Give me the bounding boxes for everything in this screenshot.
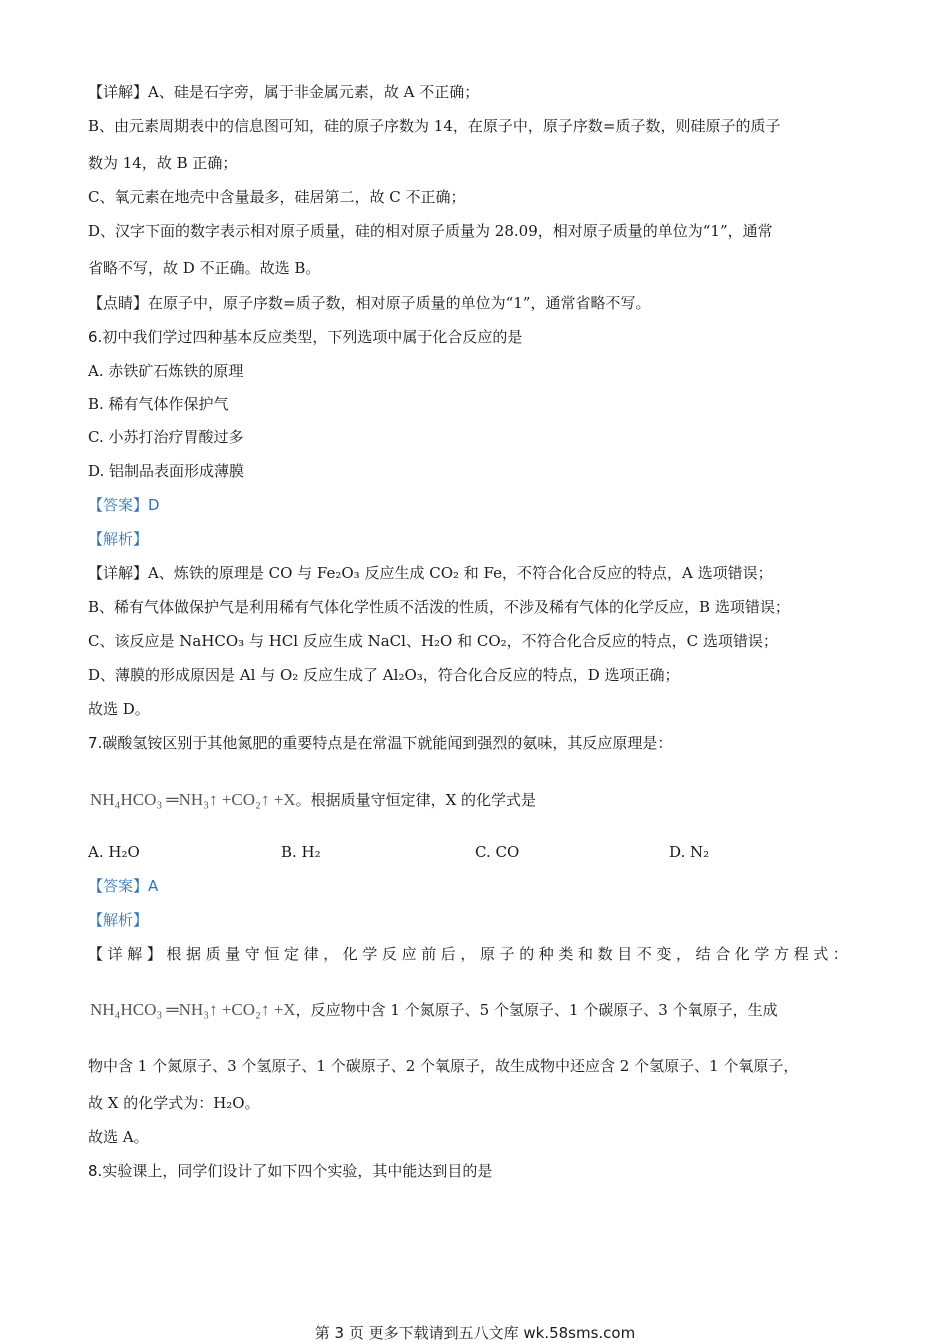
q6-option-a: A. 赤铁矿石炼铁的原理 <box>88 362 244 380</box>
q6-answer-value: D <box>148 496 160 514</box>
q7-equation: NH₄HCO₃ ═NH₃↑ +CO₂↑ +X <box>90 790 296 809</box>
q6-stem <box>88 327 522 347</box>
q6-option-b: B. 稀有气体作保护气 <box>88 395 229 413</box>
q5-detail-c: C、氧元素在地壳中含量最多，硅居第二，故 C 不正确； <box>88 188 466 206</box>
q7-option-c: C. CO <box>475 843 520 861</box>
q5-comment: 【点睛】在原子中，原子序数=质子数，相对原子质量的单位为“1”，通常省略不写。 <box>88 294 651 312</box>
q7-stem <box>88 733 672 753</box>
q6-conclusion: 故选 D。 <box>88 700 150 718</box>
q7-equation-line-2 <box>90 1000 778 1020</box>
q7-stem-text: 碳酸氢铵区别于其他氮肥的重要特点是在常温下就能闻到强烈的氨味，其反应原理是： <box>102 734 673 752</box>
q8-number: 8. <box>88 1162 103 1180</box>
q7-conclusion: 故选 A。 <box>88 1128 149 1146</box>
q6-stem-text: 初中我们学过四种基本反应类型，下列选项中属于化合反应的是 <box>102 328 523 346</box>
q7-equation-tail: 。根据质量守恒定律，X 的化学式是 <box>295 791 537 809</box>
q6-detail-b: B、稀有气体做保护气是利用稀有气体化学性质不活泼的性质，不涉及稀有气体的化学反应，B 选项错误； <box>88 598 790 616</box>
q7-analysis-label: 【解析】 <box>88 911 149 929</box>
q7-equation-tail-2: ，反应物中含 1 个氮原子、5 个氢原子、1 个碳原子、3 个氧原子，生成 <box>295 1001 778 1019</box>
q6-detail-c: C、该反应是 NaHCO₃ 与 HCl 反应生成 NaCl、H₂O 和 CO₂，不符合化合反应的特点，C 选项错误； <box>88 632 778 650</box>
q7-option-d: D. N₂ <box>669 843 710 861</box>
q7-answer-value: A <box>148 877 159 895</box>
q6-detail-a: 【详解】A、炼铁的原理是 CO 与 Fe₂O₃ 反应生成 CO₂ 和 Fe，不符合化合反应的特点，A 选项错误； <box>88 564 773 582</box>
q7-detail-3: 故 X 的化学式为：H₂O。 <box>88 1094 260 1112</box>
q6-number: 6. <box>88 328 103 346</box>
q6-analysis-label: 【解析】 <box>88 530 149 548</box>
q7-number: 7. <box>88 734 103 752</box>
q8-stem-text: 实验课上，同学们设计了如下四个实验，其中能达到目的是 <box>102 1162 493 1180</box>
q7-equation-line <box>90 790 536 810</box>
q7-answer-label: 【答案】 <box>88 877 149 895</box>
q6-answer <box>88 495 160 515</box>
q5-detail-d-line2: 省略不写，故 D 不正确。故选 B。 <box>88 259 321 277</box>
q5-detail-b-line1: B、由元素周期表中的信息图可知，硅的原子序数为 14，在原子中，原子序数=质子数，则硅原子的质子 <box>88 117 781 135</box>
q7-option-b: B. H₂ <box>281 843 321 861</box>
page-footer: 第 3 页 更多下载请到五八文库 wk.58sms.com <box>314 1324 636 1342</box>
q6-option-c: C. 小苏打治疗胃酸过多 <box>88 428 244 446</box>
q7-detail-2: 物中含 1 个氮原子、3 个氢原子、1 个碳原子、2 个氧原子，故生成物中还应含 2 个氢原子、1 个氧原子， <box>88 1057 799 1075</box>
q6-option-d: D. 铝制品表面形成薄膜 <box>88 462 245 480</box>
q7-option-a: A. H₂O <box>88 843 140 861</box>
q7-equation-2: NH₄HCO₃ ═NH₃↑ +CO₂↑ +X <box>90 1000 296 1019</box>
q7-answer <box>88 876 158 896</box>
q5-detail-d-line1: D、汉字下面的数字表示相对原子质量，硅的相对原子质量为 28.09，相对原子质量的单位为“1”，通常 <box>88 222 773 240</box>
q6-answer-label: 【答案】 <box>88 496 149 514</box>
q7-detail-1: 【详解】根据质量守恒定律，化学反应前后，原子的种类和数目不变，结合化学方程式： <box>88 945 853 963</box>
q8-stem <box>88 1161 492 1181</box>
q6-detail-d: D、薄膜的形成原因是 Al 与 O₂ 反应生成了 Al₂O₃，符合化合反应的特点，D 选项正确； <box>88 666 680 684</box>
q5-detail-a: 【详解】A、硅是石字旁，属于非金属元素，故 A 不正确； <box>88 83 480 101</box>
q5-detail-b-line2: 数为 14，故 B 正确； <box>88 154 238 172</box>
